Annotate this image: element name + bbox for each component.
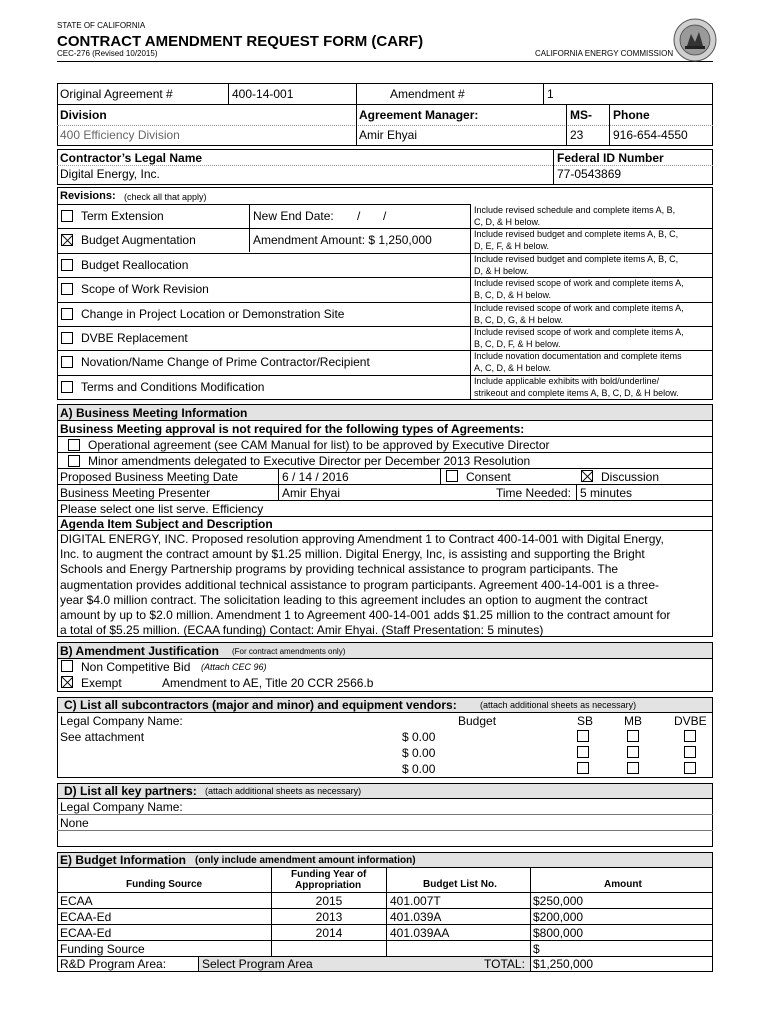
agreement-manager-label: Agreement Manager: xyxy=(359,108,479,122)
revision-desc-7-line-1: Include novation documentation and complete items xyxy=(474,351,682,362)
federal-id-value[interactable]: 77-0543869 xyxy=(557,167,622,181)
contractor-value[interactable]: Digital Energy, Inc. xyxy=(60,167,160,181)
ms-value[interactable]: 23 xyxy=(570,128,584,142)
agenda-line-6: amount by up to $2.0 million. Amendment 1 to Agreement 400-14-001 adds $1.25 million to the contract amount for xyxy=(60,608,671,623)
revision-checkbox-6[interactable] xyxy=(61,332,73,344)
consent-checkbox[interactable] xyxy=(446,470,458,482)
presenter-label: Business Meeting Presenter xyxy=(60,486,211,500)
budget-list-3[interactable]: 401.039AA xyxy=(390,926,450,940)
total-value: $1,250,000 xyxy=(533,957,594,971)
budget-col-year-1: Funding Year of xyxy=(291,869,367,880)
section-a-title: A) Business Meeting Information xyxy=(60,406,248,420)
budget-source-2[interactable]: ECAA-Ed xyxy=(60,910,112,924)
revision-desc-3-line-1: Include revised budget and complete items A, B, C, xyxy=(474,253,679,264)
minor-amendments-checkbox[interactable] xyxy=(68,455,80,467)
revision-label-8: Terms and Conditions Modification xyxy=(81,379,265,394)
revision-desc-8-line-2: strikeout and complete items A, B, C, D, & H below. xyxy=(474,387,679,398)
revision-checkbox-8[interactable] xyxy=(61,381,73,393)
discussion-checkbox[interactable] xyxy=(581,470,593,482)
budget-amount-4[interactable]: $ xyxy=(533,942,540,956)
agenda-line-2: Inc. to augment the contract amount by $1.25 million. Digital Energy, Inc, is assisting and supporting the Bright xyxy=(60,547,645,562)
revision-label-2: Budget Augmentation xyxy=(81,233,196,248)
phone-value[interactable]: 916-654-4550 xyxy=(613,128,688,142)
budget-source-1[interactable]: ECAA xyxy=(60,894,93,908)
amendment-number-label: Amendment # xyxy=(390,87,465,101)
amendment-number-value[interactable]: 1 xyxy=(547,87,554,101)
revision-checkbox-7[interactable] xyxy=(61,356,73,368)
meeting-date-value[interactable]: 6 / 14 / 2016 xyxy=(282,470,349,484)
subcontractor-budget-3[interactable]: $ 0.00 xyxy=(402,762,436,776)
revision-desc-5-line-2: B, C, D, G, & H below. xyxy=(474,314,564,325)
original-agreement-label: Original Agreement # xyxy=(60,87,173,101)
revision-desc-6-line-1: Include revised scope of work and complete items A, xyxy=(474,327,684,337)
budget-list-1[interactable]: 401.007T xyxy=(390,894,441,908)
subcontractor-dvbe-checkbox-2[interactable] xyxy=(684,746,696,758)
subcontractor-mb-checkbox-1[interactable] xyxy=(627,730,639,742)
budget-col-year-2: Appropriation xyxy=(295,880,362,891)
ms-label: MS- xyxy=(570,108,592,122)
non-competitive-checkbox[interactable] xyxy=(61,660,73,672)
agreement-manager-value[interactable]: Amir Ehyai xyxy=(359,128,418,142)
budget-col-amount: Amount xyxy=(604,879,642,890)
subcontractor-sb-checkbox-3[interactable] xyxy=(577,762,589,774)
rd-program-select[interactable]: Select Program Area xyxy=(202,957,313,971)
section-c-note: (attach additional sheets as necessary) xyxy=(480,700,637,710)
budget-amount-1[interactable]: $250,000 xyxy=(533,894,584,908)
time-needed-label: Time Needed: xyxy=(496,486,571,500)
sub-col-sb: SB xyxy=(577,714,594,728)
budget-amount-2[interactable]: $200,000 xyxy=(533,910,584,924)
revision-desc-7-line-2: A, C, D, & H below. xyxy=(474,363,552,374)
discussion-label: Discussion xyxy=(601,470,660,484)
budget-year-1[interactable]: 2015 xyxy=(315,894,343,908)
division-label: Division xyxy=(60,108,107,122)
new-end-date-label: New End Date: xyxy=(253,209,334,223)
revision-label-3: Budget Reallocation xyxy=(81,257,189,272)
revision-desc-1-line-2: C, D, & H below. xyxy=(474,217,541,227)
budget-source-4[interactable]: Funding Source xyxy=(60,942,145,956)
revision-desc-3-line-2: D, & H below. xyxy=(474,265,529,276)
division-select[interactable]: 400 Efficiency Division xyxy=(60,128,180,142)
new-end-date-sep-1: / xyxy=(357,209,361,223)
subcontractor-dvbe-checkbox-3[interactable] xyxy=(684,762,696,774)
revisions-note: (check all that apply) xyxy=(124,192,207,202)
agenda-line-7: a total of $5.25 million. (ECAA funding) Contact: Amir Ehyai. (Staff Presentation: 5 minutes) xyxy=(60,623,544,638)
section-d-title: D) List all key partners: xyxy=(64,784,197,798)
subcontractor-dvbe-checkbox-1[interactable] xyxy=(684,730,696,742)
revisions-title: Revisions: xyxy=(60,190,116,202)
time-needed-value[interactable]: 5 minutes xyxy=(580,486,633,500)
form-id: CEC-276 (Revised 10/2015) xyxy=(57,49,158,58)
revision-desc-6-line-2: B, C, D, F, & H below. xyxy=(474,339,561,349)
agenda-line-1: DIGITAL ENERGY, INC. Proposed resolution approving Amendment 1 to Contract 400-14-001 with Digital Energy, xyxy=(60,532,664,546)
presenter-value[interactable]: Amir Ehyai xyxy=(282,486,341,500)
exempt-label: Exempt xyxy=(81,676,122,690)
rd-program-label: R&D Program Area: xyxy=(60,957,167,971)
subcontractor-sb-checkbox-2[interactable] xyxy=(577,746,589,758)
phone-label: Phone xyxy=(613,108,650,122)
revision-label-6: DVBE Replacement xyxy=(81,331,188,345)
revision-label-1: Term Extension xyxy=(81,209,164,223)
revision-label-5: Change in Project Location or Demonstration Site xyxy=(81,306,345,321)
subcontractor-budget-1[interactable]: $ 0.00 xyxy=(402,730,436,744)
budget-year-3[interactable]: 2014 xyxy=(315,926,343,940)
revision-desc-1-line-1: Include revised schedule and complete items A, B, xyxy=(474,205,676,215)
list-serve[interactable]: Please select one list serve. Efficiency xyxy=(60,502,264,516)
agenda-description[interactable] xyxy=(60,532,670,638)
consent-label: Consent xyxy=(466,470,511,484)
section-d-note: (attach additional sheets as necessary) xyxy=(205,786,362,796)
section-c-title: C) List all subcontractors (major and minor) and equipment vendors: xyxy=(64,698,457,712)
revision-checkbox-3[interactable] xyxy=(61,259,73,271)
budget-col-list: Budget List No. xyxy=(423,879,497,890)
subcontractor-mb-checkbox-3[interactable] xyxy=(627,762,639,774)
subcontractor-sb-checkbox-1[interactable] xyxy=(577,730,589,742)
revision-checkbox-4[interactable] xyxy=(61,283,73,295)
revision-desc-2-line-2: D, E, F, & H below. xyxy=(474,241,550,252)
non-competitive-label: Non Competitive Bid xyxy=(81,660,191,674)
operational-agreement-checkbox[interactable] xyxy=(68,439,80,451)
revision-checkbox-1[interactable] xyxy=(61,210,73,222)
amendment-amount[interactable]: Amendment Amount: $ 1,250,000 xyxy=(253,233,432,247)
revision-desc-8-line-1: Include applicable exhibits with bold/underline/ xyxy=(474,375,660,386)
agenda-line-3: Schools and Energy Partnership programs by providing technical assistance to program participants. The xyxy=(60,562,619,577)
subcontractor-name-1[interactable]: See attachment xyxy=(60,730,145,744)
partner-col-name: Legal Company Name: xyxy=(60,800,183,814)
form-title: CONTRACT AMENDMENT REQUEST FORM (CARF) xyxy=(57,33,424,50)
agenda-title: Agenda Item Subject and Description xyxy=(60,517,273,531)
original-agreement-value[interactable]: 400-14-001 xyxy=(232,87,294,101)
minor-amendments-label: Minor amendments delegated to Executive Director per December 2013 Resolution xyxy=(88,454,531,468)
header-rule xyxy=(57,61,713,62)
revision-label-4: Scope of Work Revision xyxy=(81,282,209,297)
revision-desc-4-line-1: Include revised scope of work and complete items A, xyxy=(474,278,684,289)
meeting-date-label: Proposed Business Meeting Date xyxy=(60,470,239,484)
total-label: TOTAL: xyxy=(484,957,525,971)
section-e-title: E) Budget Information xyxy=(60,853,186,867)
budget-list-2[interactable]: 401.039A xyxy=(390,910,442,924)
new-end-date-sep-2: / xyxy=(383,209,387,223)
sub-col-mb: MB xyxy=(624,714,642,728)
agency-name: CALIFORNIA ENERGY COMMISSION xyxy=(535,49,674,58)
revision-checkbox-5[interactable] xyxy=(61,308,73,320)
operational-agreement-label: Operational agreement (see CAM Manual for list) to be approved by Executive Director xyxy=(88,438,550,452)
revision-desc-5-line-1: Include revised scope of work and complete items A, xyxy=(474,302,684,313)
section-a-subtitle: Business Meeting approval is not required for the following types of Agreements: xyxy=(60,422,525,436)
agenda-line-5: year $4.0 million contract. The solicitation leading to this agreement includes an option to augment the contract xyxy=(60,592,648,607)
revision-desc-4-line-2: B, C, D, & H below. xyxy=(474,290,552,301)
section-e-note: (only include amendment amount information) xyxy=(195,855,416,866)
budget-year-2[interactable]: 2013 xyxy=(315,910,343,924)
section-b-note: (For contract amendments only) xyxy=(232,647,346,656)
federal-id-label: Federal ID Number xyxy=(557,151,664,165)
budget-amount-3[interactable]: $800,000 xyxy=(533,926,584,940)
state-seal-icon xyxy=(673,18,717,62)
partner-row-1[interactable]: None xyxy=(60,816,89,830)
subcontractor-budget-2[interactable]: $ 0.00 xyxy=(402,746,436,760)
budget-source-3[interactable]: ECAA-Ed xyxy=(60,926,112,940)
sub-col-dvbe: DVBE xyxy=(674,714,707,728)
state-label: STATE OF CALIFORNIA xyxy=(57,21,146,30)
revision-checkbox-2[interactable] xyxy=(61,234,73,246)
contractor-label: Contractor’s Legal Name xyxy=(60,151,203,165)
exempt-value[interactable]: Amendment to AE, Title 20 CCR 2566.b xyxy=(162,676,374,690)
revision-desc-2-line-1: Include revised budget and complete items A, B, C, xyxy=(474,229,679,240)
agenda-line-4: augmentation provides additional technical assistance to program participants. Agreement 400-14-001 is a three- xyxy=(60,577,660,592)
sub-col-budget: Budget xyxy=(458,714,497,728)
budget-col-source: Funding Source xyxy=(126,879,203,890)
non-competitive-note: (Attach CEC 96) xyxy=(201,662,267,672)
exempt-checkbox[interactable] xyxy=(61,676,73,688)
sub-col-name: Legal Company Name: xyxy=(60,714,183,728)
subcontractor-mb-checkbox-2[interactable] xyxy=(627,746,639,758)
section-b-title: B) Amendment Justification xyxy=(60,644,219,658)
revision-label-7: Novation/Name Change of Prime Contractor/Recipient xyxy=(81,355,370,370)
